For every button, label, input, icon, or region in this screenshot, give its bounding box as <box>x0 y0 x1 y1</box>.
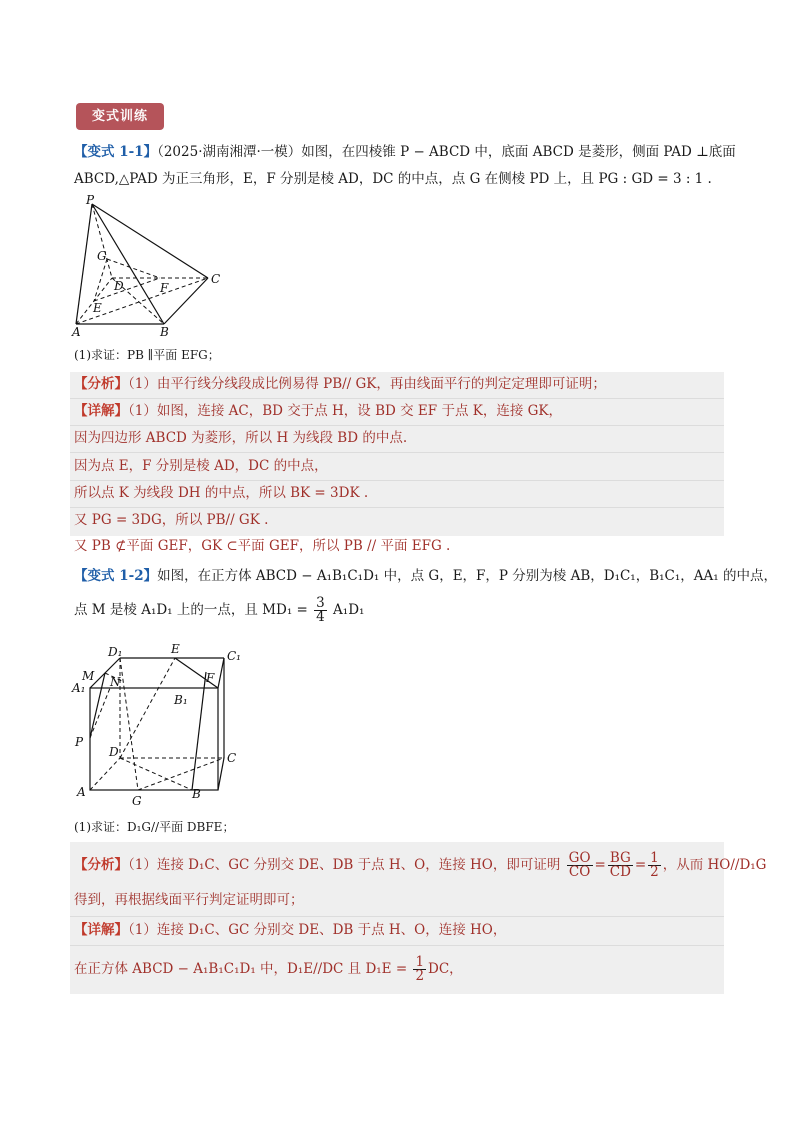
label-A1: A₁ <box>72 681 86 695</box>
q1-text1: （2025·湖南湘潭·一模）如图，在四棱锥 P − ABCD 中，底面 ABCD 是菱形，侧面 PAD ⊥底面 <box>157 144 736 160</box>
label-C1: C₁ <box>227 649 241 663</box>
label-M: M <box>82 669 95 683</box>
fraction-1-2: $\frac{1}{2}$ <box>650 850 659 880</box>
pyramid-figure <box>68 192 228 338</box>
q2-line2: 点 M 是棱 A₁D₁ 上的一点，且 MD₁ = $\frac{3}{4}$ A₁D₁ <box>74 595 365 625</box>
q2-detail-1: 【详解】（1）连接 D₁C、GC 分别交 DE、DB 于点 H、O，连接 HO， <box>74 922 507 938</box>
label-E: E <box>171 642 180 656</box>
q1-detail-5: 又 PB ⊄平面 GEF，GK ⊂平面 GEF，所以 PB // 平面 EFG . <box>74 538 451 554</box>
q2-line1: 【变式 1-2】如图，在正方体 ABCD − A₁B₁C₁D₁ 中，点 G，E，F，P 分别为棱 AB，D₁C₁，B₁C₁，AA₁ 的中点， <box>74 568 777 584</box>
label-D: D <box>114 279 124 293</box>
label-G: G <box>97 249 107 263</box>
fraction-1-2b: $\frac{1}{2}$ <box>415 954 425 984</box>
label-N: N <box>110 675 121 689</box>
q1-detail-0: 【详解】（1）如图，连接 AC，BD 交于点 H，设 BD 交 EF 于点 K，连接 GK， <box>74 403 562 419</box>
label-P: P <box>75 735 84 749</box>
q1-detail-tag: 【详解】 <box>74 403 128 419</box>
fraction-GO-CO: $\frac{GO}{CO}$ <box>568 850 591 880</box>
label-A: A <box>72 325 81 338</box>
fraction-BG-CD: $\frac{BG}{CD}$ <box>609 850 631 880</box>
q1-detail-1: 因为四边形 ABCD 为菱形，所以 H 为线段 BD 的中点. <box>74 430 408 446</box>
label-B1: B₁ <box>174 693 188 707</box>
fraction-3-4: $\frac{3}{4}$ <box>316 595 325 625</box>
q1-analysis-tag: 【分析】 <box>74 376 128 392</box>
label-A: A <box>77 785 86 799</box>
label-F: F <box>160 281 169 295</box>
label-P: P <box>86 193 95 207</box>
section-badge: 变式训练 <box>76 103 164 130</box>
label-G: G <box>132 794 142 808</box>
q2-detail-2: 在正方体 ABCD − A₁B₁C₁D₁ 中，D₁E//DC 且 D₁E = $\frac{1}{2}$ DC， <box>74 954 463 984</box>
label-D: D <box>109 745 119 759</box>
q1-detail-2: 因为点 E，F 分别是棱 AD，DC 的中点， <box>74 458 328 474</box>
label-D1: D₁ <box>108 645 123 659</box>
label-C: C <box>211 272 221 286</box>
label-C: C <box>227 751 237 765</box>
q1-detail-3: 所以点 K 为线段 DH 的中点，所以 BK = 3DK . <box>74 485 369 501</box>
q2-sub: (1)求证：D₁G//平面 DBFE； <box>74 820 235 834</box>
label-E: E <box>93 301 102 315</box>
label-B: B <box>160 325 169 338</box>
q2-detail-tag: 【详解】 <box>74 922 128 938</box>
q2-analysis: 【分析】（1）连接 D₁C、GC 分别交 DE、DB 于点 H、O，连接 HO，即可证明 $\frac{GO}{CO}$ = $\frac{BG}{CD}$ = $\frac{1}{2}$ ，从而 HO//D₁G <box>74 850 767 880</box>
q1-detail-4: 又 PG = 3DG，所以 PB// GK . <box>74 512 269 528</box>
q1-analysis: 【分析】（1）由平行线分线段成比例易得 PB// GK，再由线面平行的判定定理即可证明； <box>74 376 606 392</box>
q2-analysis-line2: 得到，再根据线面平行判定证明即可； <box>74 892 304 908</box>
label-B: B <box>192 787 201 801</box>
q1-line2: ABCD,△PAD 为正三角形，E，F 分别是棱 AD，DC 的中点，点 G 在侧棱 PD 上，且 PG : GD = 3 : 1 . <box>74 171 712 187</box>
cube-figure <box>68 640 248 810</box>
q1-tag: 【变式 1-1】 <box>74 144 158 160</box>
q2-analysis-tag: 【分析】 <box>74 857 128 873</box>
label-F: F <box>206 671 215 685</box>
q1-line1 <box>74 143 736 161</box>
q2-tag: 【变式 1-2】 <box>74 568 158 584</box>
q1-sub: (1)求证：PB ∥平面 EFG； <box>74 348 220 362</box>
